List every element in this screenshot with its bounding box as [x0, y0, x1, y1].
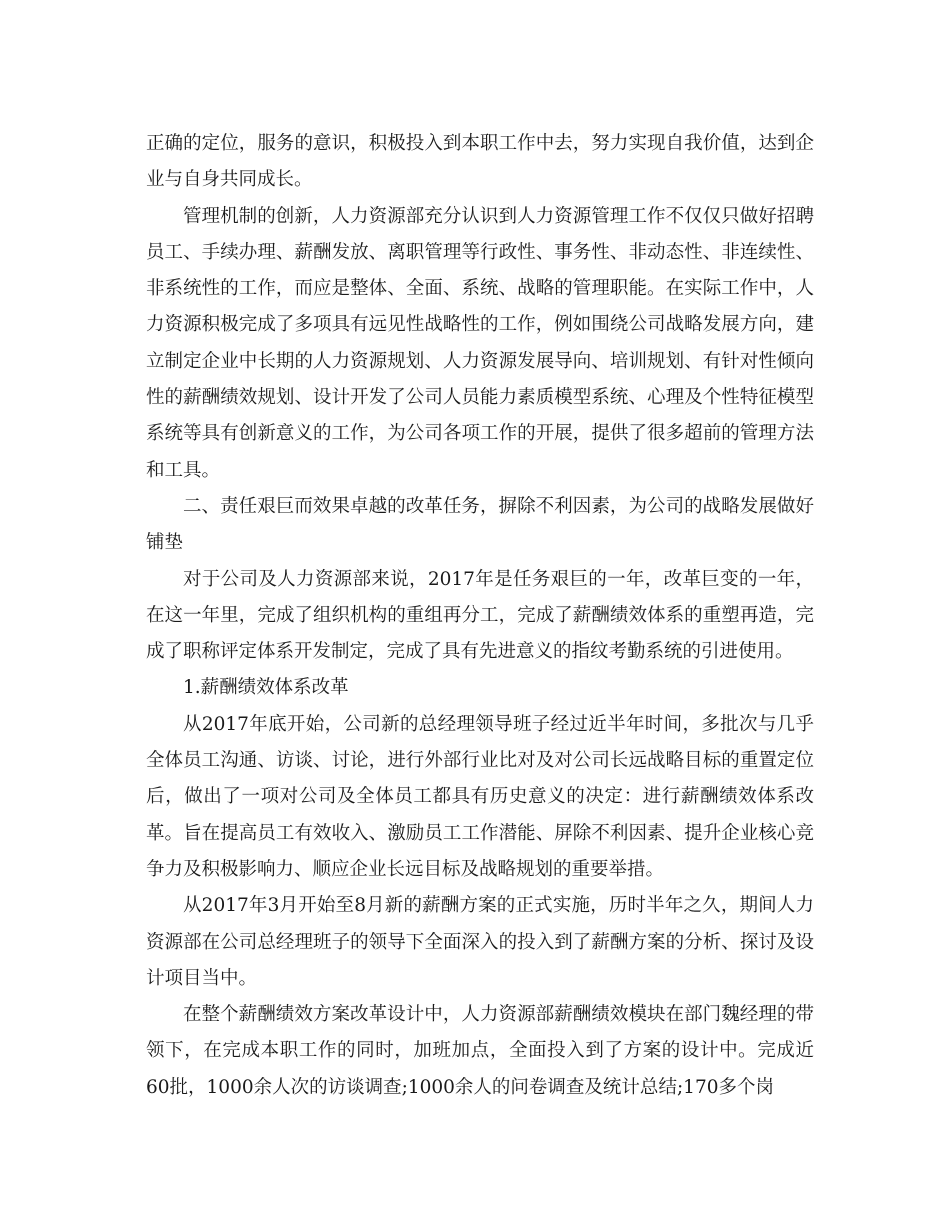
paragraph-management-innovation: 管理机制的创新，人力资源部充分认识到人力资源管理工作不仅仅只做好招聘员工、手续办理、薪酬发放、离职管理等行政性、事务性、非动态性、非连续性、非系统性的工作，而应是整体、全面、系统、战略的管理职能。在实际工作中，人力资源积极完成了多项具有远见性战略性的工作，例如围绕公司战略发展方向，建立制定企业中长期的人力资源规划、人力资源发展导向、培训规划、有针对性倾向性的薪酬绩效规划、设计开发了公司人员能力素质模型系统、心理及个性特征模型系统等具有创新意义的工作，为公司各项工作的开展，提供了很多超前的管理方法和工具。 — [146, 205, 814, 481]
paragraph-continuation: 正确的定位，服务的意识，积极投入到本职工作中去，努力实现自我价值，达到企业与自身共同成长。 — [146, 133, 814, 191]
paragraph-reform-decision: 从2017年底开始，公司新的总经理领导班子经过近半年时间，多批次与几乎全体员工沟通、访谈、讨论，进行外部行业比对及对公司长远战略目标的重置定位后，做出了一项对公司及全体员工都具有历史意义的决定：进行薪酬绩效体系改革。旨在提高员工有效收入、激励员工工作潜能、屏除不利因素、提升企业核心竞争力及积极影响力、顺应企业长远目标及战略规划的重要举措。 — [146, 713, 814, 880]
section-heading-reform: 二、责任艰巨而效果卓越的改革任务，摒除不利因素，为公司的战略发展做好铺垫 — [146, 495, 814, 554]
paragraph-reform-design: 在整个薪酬绩效方案改革设计中，人力资源部薪酬绩效模块在部门魏经理的带领下，在完成本职工作的同时，加班加点，全面投入到了方案的设计中。完成近60批，1000余人次的访谈调查;1000余人的问卷调查及统计总结;170多个岗 — [146, 1004, 814, 1098]
paragraph-reform-timeline: 从2017年3月开始至8月新的薪酬方案的正式实施，历时半年之久，期间人力资源部在公司总经理班子的领导下全面深入的投入到了薪酬方案的分析、探讨及设计项目当中。 — [146, 895, 814, 989]
document-body — [146, 126, 814, 1106]
paragraph-2017-overview: 对于公司及人力资源部来说，2017年是任务艰巨的一年，改革巨变的一年，在这一年里，完成了组织机构的重组再分工，完成了薪酬绩效体系的重塑再造，完成了职称评定体系开发制定，完成了具有先进意义的指纹考勤系统的引进使用。 — [146, 568, 814, 663]
subheading-salary-reform: 1.薪酬绩效体系改革 — [183, 677, 349, 699]
